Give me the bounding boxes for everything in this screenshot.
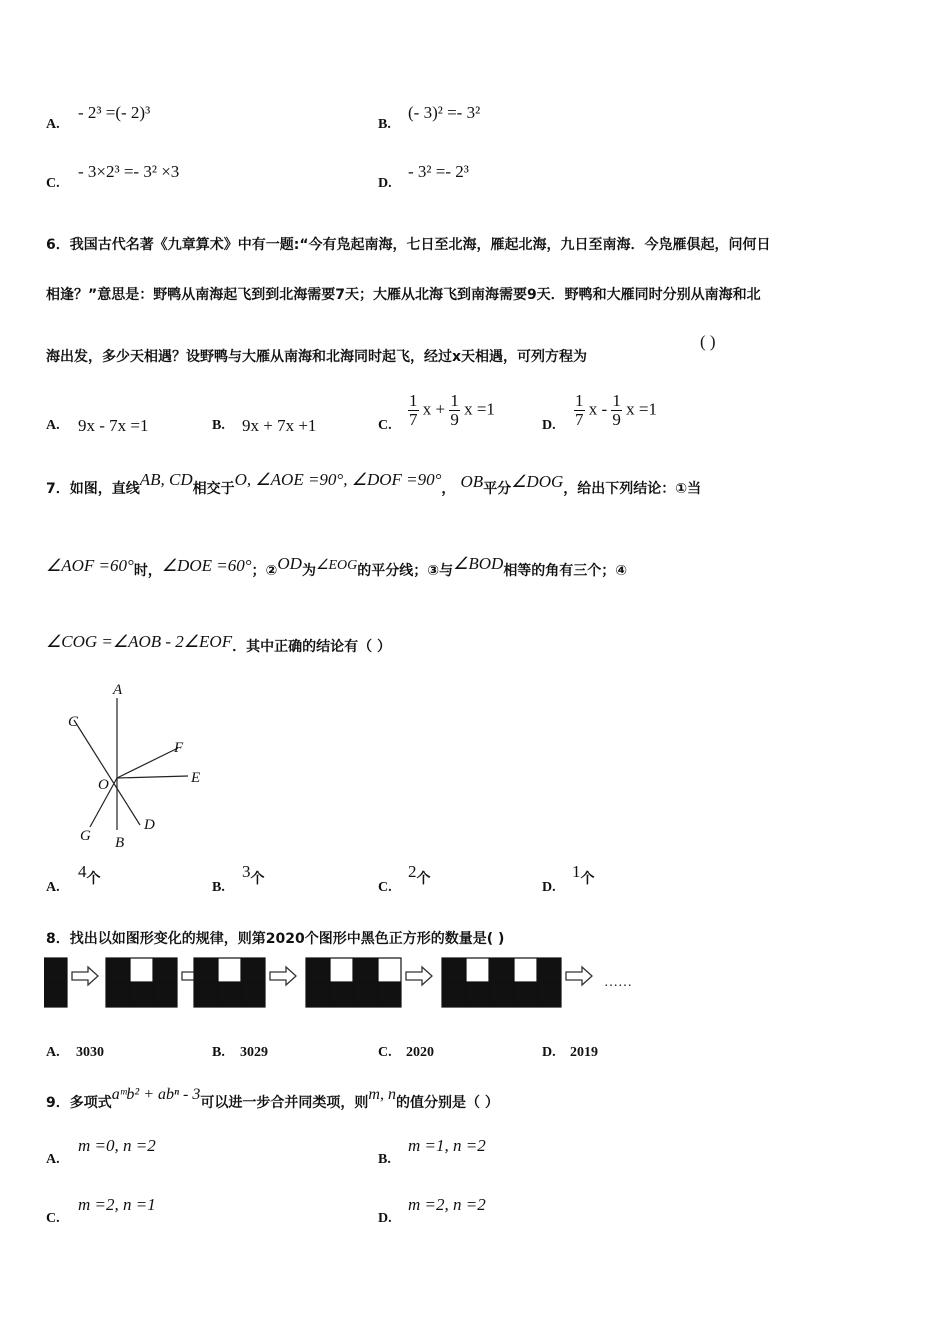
q7-option-c-value: 2个 — [408, 862, 431, 887]
q9-option-b-expr: m =1, n =2 — [408, 1136, 486, 1155]
fraction-one-seventh: $\frac{1}{7}$ — [409, 391, 418, 429]
q6-option-a-label[interactable]: A. — [46, 418, 60, 433]
q6-option-c-expr: $\frac{1}{7}$ x + $\frac{1}{9}$ x =1 — [409, 391, 495, 429]
q7-option-b-value: 3个 — [242, 862, 265, 887]
black-square — [466, 983, 489, 1007]
label-e: E — [191, 770, 201, 786]
black-square — [194, 983, 217, 1007]
arrow-right-icon — [72, 967, 98, 985]
white-square — [378, 958, 401, 982]
q9-option-a-label[interactable]: A. — [46, 1152, 60, 1167]
q7-stem-line3: ∠COG =∠AOB - 2∠EOF．其中正确的结论有（ ） — [46, 632, 391, 655]
black-square — [306, 958, 329, 982]
q5-option-d-expr: - 3² =- 2³ — [408, 162, 469, 181]
black-square — [490, 958, 513, 982]
white-square — [218, 958, 241, 982]
fraction-one-ninth: $\frac{1}{9}$ — [450, 391, 459, 429]
black-square — [490, 983, 513, 1007]
black-square — [154, 958, 177, 982]
black-square — [106, 958, 129, 982]
q9-option-d-label[interactable]: D. — [378, 1211, 392, 1226]
black-square — [242, 983, 265, 1007]
black-square — [442, 983, 465, 1007]
black-square — [306, 983, 329, 1007]
black-square — [354, 958, 377, 982]
q5-option-d-label[interactable]: D. — [378, 176, 392, 191]
q9-option-d-expr: m =2, n =2 — [408, 1195, 486, 1214]
white-square — [466, 958, 489, 982]
q5-option-c-expr: - 3×2³ =- 3² ×3 — [78, 162, 180, 181]
q8-option-b-label[interactable]: B. — [212, 1045, 225, 1060]
q8-option-a-label[interactable]: A. — [46, 1045, 60, 1060]
black-square — [218, 983, 241, 1007]
q7-option-c-label[interactable]: C. — [378, 880, 392, 895]
q5-option-a-label[interactable]: A. — [46, 117, 60, 132]
label-g: G — [80, 828, 91, 844]
ray-of — [117, 748, 178, 778]
q9-option-c-label[interactable]: C. — [46, 1211, 60, 1226]
arrow-right-icon — [566, 967, 592, 985]
q6-option-b-expr: 9x + 7x +1 — [242, 416, 317, 435]
q6-stem-line1: 6．我国古代名著《九章算术》中有一题:“今有凫起南海，七日至北海，雁起北海，九日至南海．今凫雁俱起，问何日 — [46, 237, 771, 253]
white-square — [514, 958, 537, 982]
q8-option-b-value: 3029 — [240, 1045, 268, 1060]
q9-option-b-label[interactable]: B. — [378, 1152, 391, 1167]
q7-option-a-label[interactable]: A. — [46, 880, 60, 895]
black-square — [514, 983, 537, 1007]
q9-option-a-expr: m =0, n =2 — [78, 1136, 156, 1155]
q5-option-b-expr: (- 3)² =- 3² — [408, 103, 481, 122]
white-square — [130, 958, 153, 982]
q7-option-a-value: 4个 — [78, 862, 101, 887]
q5-option-b-label[interactable]: B. — [378, 117, 391, 132]
label-b: B — [115, 835, 125, 851]
q6-option-d-expr: $\frac{1}{7}$ x - $\frac{1}{9}$ x =1 — [575, 391, 658, 429]
black-square — [330, 983, 353, 1007]
q8-stem: 8．找出以如图形变化的规律，则第2020个图形中黑色正方形的数量是( ) — [46, 931, 505, 947]
black-square — [194, 958, 217, 982]
q8-option-d-label[interactable]: D. — [542, 1045, 556, 1060]
q5-option-a-expr: - 2³ =(- 2)³ — [78, 103, 151, 122]
q6-stem-line3: 海出发，多少天相遇？设野鸭与大雁从南海和北海同时起飞，经过x天相遇，可列方程为 — [46, 349, 588, 365]
black-square — [44, 983, 67, 1007]
black-square — [378, 983, 401, 1007]
label-d: D — [144, 817, 155, 833]
line-cd — [74, 720, 140, 825]
black-square — [242, 958, 265, 982]
black-square — [44, 958, 67, 982]
fraction-one-ninth: $\frac{1}{9}$ — [612, 391, 621, 429]
label-c: C — [68, 714, 79, 730]
q6-option-c-label[interactable]: C. — [378, 418, 392, 433]
black-square — [106, 983, 129, 1007]
label-a: A — [113, 682, 123, 698]
label-f: F — [174, 740, 184, 756]
black-square — [442, 958, 465, 982]
pattern-ellipsis: …… — [604, 975, 632, 990]
q8-option-d-value: 2019 — [570, 1045, 598, 1060]
q9-stem: 9．多项式aᵐb² + abⁿ - 3可以进一步合并同类项，则m, n的值分别是（ ） — [46, 1086, 499, 1111]
q7-stem-line2: ∠AOF =60°时，∠DOE =60°；②OD为∠EOG的平分线；③与∠BOD相等的角有三个；④ — [46, 554, 628, 579]
q5-option-c-label[interactable]: C. — [46, 176, 60, 191]
black-square — [538, 958, 561, 982]
black-square — [538, 983, 561, 1007]
arrow-right-icon — [270, 967, 296, 985]
q9-option-c-expr: m =2, n =1 — [78, 1195, 156, 1214]
q6-option-a-expr: 9x - 7x =1 — [78, 416, 149, 435]
q6-answer-paren: ( ) — [700, 332, 716, 351]
q6-stem-line2: 相逢？”意思是：野鸭从南海起飞到到北海需要7天；大雁从北海飞到南海需要9天．野鸭和大雁同时分别从南海和北 — [46, 287, 761, 303]
label-o: O — [98, 777, 109, 793]
q6-option-b-label[interactable]: B. — [212, 418, 225, 433]
q7-angle-figure — [60, 680, 220, 855]
white-square — [330, 958, 353, 982]
q6-option-d-label[interactable]: D. — [542, 418, 556, 433]
fraction-one-seventh: $\frac{1}{7}$ — [575, 391, 584, 429]
q8-option-c-label[interactable]: C. — [378, 1045, 392, 1060]
q7-option-d-value: 1个 — [572, 862, 595, 887]
ray-oe — [117, 776, 188, 778]
q8-option-a-value: 3030 — [76, 1045, 104, 1060]
arrow-right-icon — [406, 967, 432, 985]
black-square — [130, 983, 153, 1007]
q7-stem-line1: 7．如图，直线AB, CD相交于O, ∠AOE =90°, ∠DOF =90°， OB平分∠DOG，给出下列结论：①当 — [46, 470, 702, 497]
q7-option-b-label[interactable]: B. — [212, 880, 225, 895]
black-square — [354, 983, 377, 1007]
q8-option-c-value: 2020 — [406, 1045, 434, 1060]
q8-pattern-figure — [44, 956, 644, 1010]
q7-option-d-label[interactable]: D. — [542, 880, 556, 895]
black-square — [154, 983, 177, 1007]
